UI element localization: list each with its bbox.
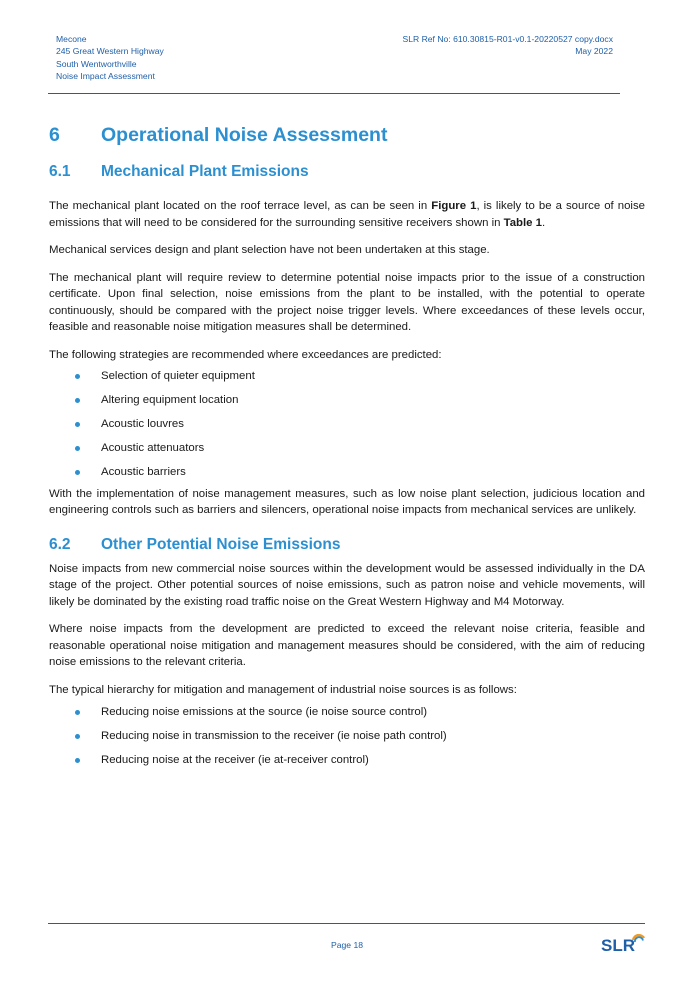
subsection-heading-6-1 <box>49 160 645 184</box>
bullet-icon <box>75 470 80 475</box>
list-item-text: Acoustic louvres <box>101 418 184 430</box>
page-content <box>49 120 645 769</box>
list-item <box>49 368 645 385</box>
bullet-icon <box>75 374 80 379</box>
paragraph: Mechanical services design and plant selection have not been undertaken at this stage. <box>49 244 490 256</box>
list-item <box>49 752 645 769</box>
list-item <box>49 704 645 721</box>
header-divider <box>48 93 620 94</box>
header-address-line2: South Wentworthville <box>56 58 137 69</box>
section-title: Operational Noise Assessment <box>101 123 388 146</box>
figure-reference: Figure 1 <box>431 200 477 212</box>
header-reference: SLR Ref No: 610.30815-R01-v0.1-20220527 copy.docx <box>402 34 613 44</box>
subsection-heading-6-2 <box>49 533 645 557</box>
bullet-icon <box>75 422 80 427</box>
paragraph: The typical hierarchy for mitigation and management of industrial noise sources is as follows: <box>49 683 517 696</box>
header-report-title: Noise Impact Assessment <box>56 71 155 82</box>
paragraph: The following strategies are recommended where exceedances are predicted: <box>49 348 442 361</box>
paragraph: Noise impacts from new commercial noise sources within the development would be assessed individually in the DA stage of the project. Other potential sources of noise emissions, such as patron noise and vehicle movements, will likely be dominated by the existing road traffic noise on the Great Western Highway and M4 Motorway. <box>49 562 645 608</box>
header-date: May 2022 <box>575 46 613 57</box>
list-item <box>49 440 645 457</box>
list-item-text: Acoustic attenuators <box>101 442 205 454</box>
list-item-text: Reducing noise in transmission to the receiver (ie noise path control) <box>101 730 447 742</box>
paragraph: The mechanical plant will require review to determine potential noise impacts prior to the issue of a construction certificate. Upon final selection, noise emissions from the plant to be installed, with the potential to operate continuously, should be compared with the project noise trigger levels. Where exceedances of these levels occur, feasible and reasonable noise mitigation measures shall be determined. <box>49 271 645 333</box>
paragraph: With the implementation of noise management measures, such as low noise plant selection, judicious location and engineering controls such as barriers and silencers, operational noise impacts from mechanical services are unlikely. <box>49 487 645 516</box>
list-item-text: Reducing noise at the receiver (ie at-receiver control) <box>101 754 369 766</box>
bullet-icon <box>75 446 80 451</box>
header-client-block <box>56 33 164 83</box>
text-run: . <box>542 216 546 229</box>
list-item <box>49 464 645 481</box>
table-reference: Table 1 <box>503 216 543 229</box>
hierarchy-list <box>49 704 645 769</box>
paragraph: Where noise impacts from the development are predicted to exceed the relevant noise criteria, feasible and reasonable operational noise mitigation and management measures should be considered, with the aim of reducing noise emissions to the relevant criteria. <box>49 623 645 668</box>
header-client-name: Mecone <box>56 34 87 44</box>
list-item-text: Selection of quieter equipment <box>101 370 255 382</box>
subsection-number: 6.2 <box>49 535 71 553</box>
logo-text: SLR <box>601 936 635 955</box>
subsection-title: Other Potential Noise Emissions <box>101 535 341 553</box>
text-run: , is likely to be a source of noise emissions that will need to be considered for the surrounding sensitive receivers shown in <box>49 200 645 229</box>
list-item <box>49 416 645 433</box>
bullet-icon <box>75 710 80 715</box>
strategy-list <box>49 368 645 481</box>
text-run: The mechanical plant located on the roof terrace level, as can be seen in <box>49 200 432 212</box>
header-reference-block <box>402 33 613 58</box>
list-item <box>49 392 645 409</box>
footer-divider <box>48 923 645 924</box>
slr-logo-icon <box>600 931 650 957</box>
subsection-title: Mechanical Plant Emissions <box>101 163 309 180</box>
bullet-icon <box>75 734 80 739</box>
section-number: 6 <box>49 123 60 146</box>
list-item-text: Reducing noise emissions at the source (ie noise source control) <box>101 706 428 718</box>
page-number: Page 18 <box>330 940 364 950</box>
section-heading <box>49 120 645 150</box>
bullet-icon <box>75 398 80 403</box>
subsection-number: 6.1 <box>49 163 71 180</box>
list-item <box>49 728 645 745</box>
list-item-text: Acoustic barriers <box>101 466 186 478</box>
header-address-line1: 245 Great Western Highway <box>56 46 164 57</box>
paragraph <box>49 198 645 231</box>
list-item-text: Altering equipment location <box>101 394 239 406</box>
bullet-icon <box>75 758 80 763</box>
